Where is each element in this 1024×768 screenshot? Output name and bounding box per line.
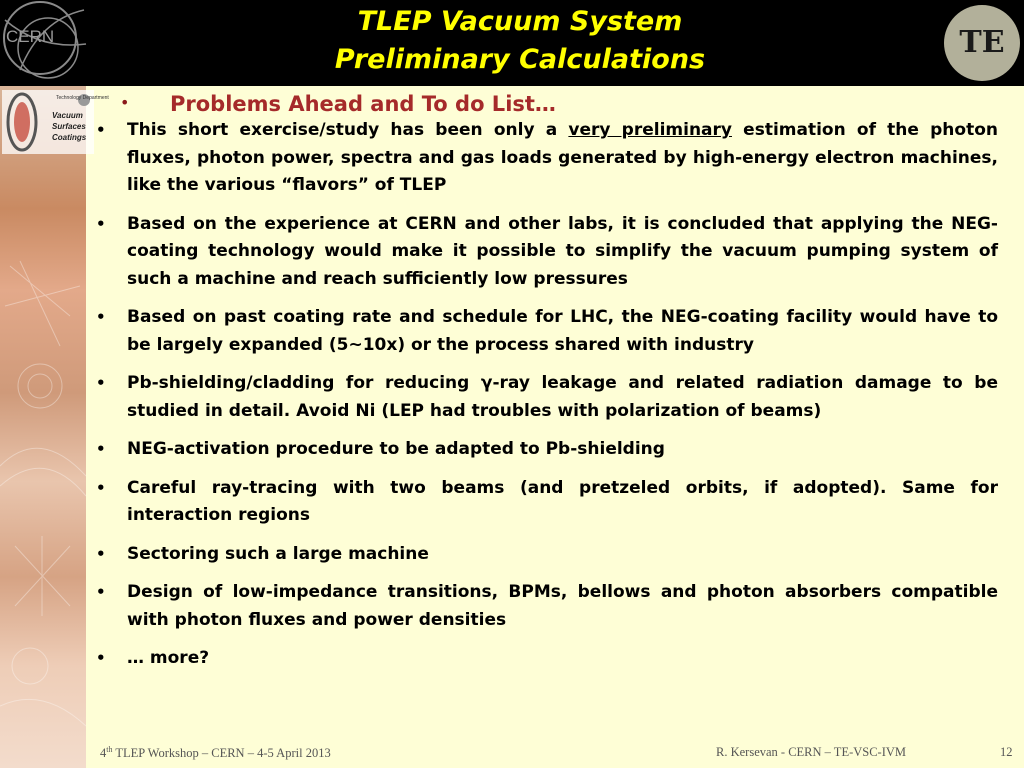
svg-text:Surfaces: Surfaces bbox=[52, 122, 86, 131]
decorative-pattern bbox=[0, 86, 86, 768]
slide-title bbox=[180, 3, 860, 79]
section-subtitle: Problems Ahead and To do List… bbox=[170, 92, 556, 116]
list-item: • Pb-shielding/cladding for reducing γ-ray leakage and related radiation damage to be studied in detail. Avoid Ni (LEP had troubles with polarization of beams) bbox=[96, 373, 998, 421]
vsc-logo bbox=[0, 88, 109, 156]
list-item: • Based on past coating rate and schedule for LHC, the NEG-coating facility would have to be largely expanded (5~10x) or the process shared with industry bbox=[96, 307, 998, 355]
emphasis-text: very preliminary bbox=[568, 120, 732, 140]
bullet-list bbox=[96, 117, 998, 684]
decorative-left-strip bbox=[0, 86, 86, 768]
cern-logo bbox=[0, 0, 92, 86]
list-item: • Design of low-impedance transitions, BPMs, bellows and photon absorbers compatible with photon fluxes and power densities bbox=[96, 582, 998, 630]
footer-author: R. Kersevan - CERN – TE-VSC-IVM bbox=[716, 745, 907, 759]
title-line-1: TLEP Vacuum System bbox=[357, 6, 683, 37]
title-line-2: Preliminary Calculations bbox=[334, 44, 706, 75]
list-item: • Careful ray-tracing with two beams (and pretzeled orbits, if adopted). Same for interaction regions bbox=[96, 477, 998, 525]
list-item: • This short exercise/study has been only a very preliminary estimation of the photon fluxes, photon power, spectra and gas loads generated by high-energy electron machines, like the various “flavors” of TLEP bbox=[96, 120, 998, 195]
svg-text:Vacuum: Vacuum bbox=[52, 111, 83, 120]
svg-text:CERN: CERN bbox=[6, 27, 55, 46]
te-logo: TE bbox=[944, 5, 1020, 81]
list-item: • Based on the experience at CERN and other labs, it is concluded that applying the NEG-coating technology would make it possible to simplify the vacuum pumping system of such a machine and reach sufficiently low pressures bbox=[96, 213, 998, 289]
subtitle-bullet: • bbox=[120, 93, 130, 112]
svg-text:Coatings: Coatings bbox=[52, 133, 87, 142]
list-item: • … more? bbox=[96, 648, 210, 668]
list-item: • NEG-activation procedure to be adapted to Pb-shielding bbox=[96, 439, 665, 459]
vsc-logo-small-text: Technology Department bbox=[56, 95, 109, 101]
footer-event: 4th TLEP Workshop – CERN – 4-5 April 2013 bbox=[100, 745, 331, 761]
page-number: 12 bbox=[1000, 745, 1013, 759]
header-bar bbox=[0, 0, 1024, 86]
list-item: • Sectoring such a large machine bbox=[96, 543, 429, 564]
